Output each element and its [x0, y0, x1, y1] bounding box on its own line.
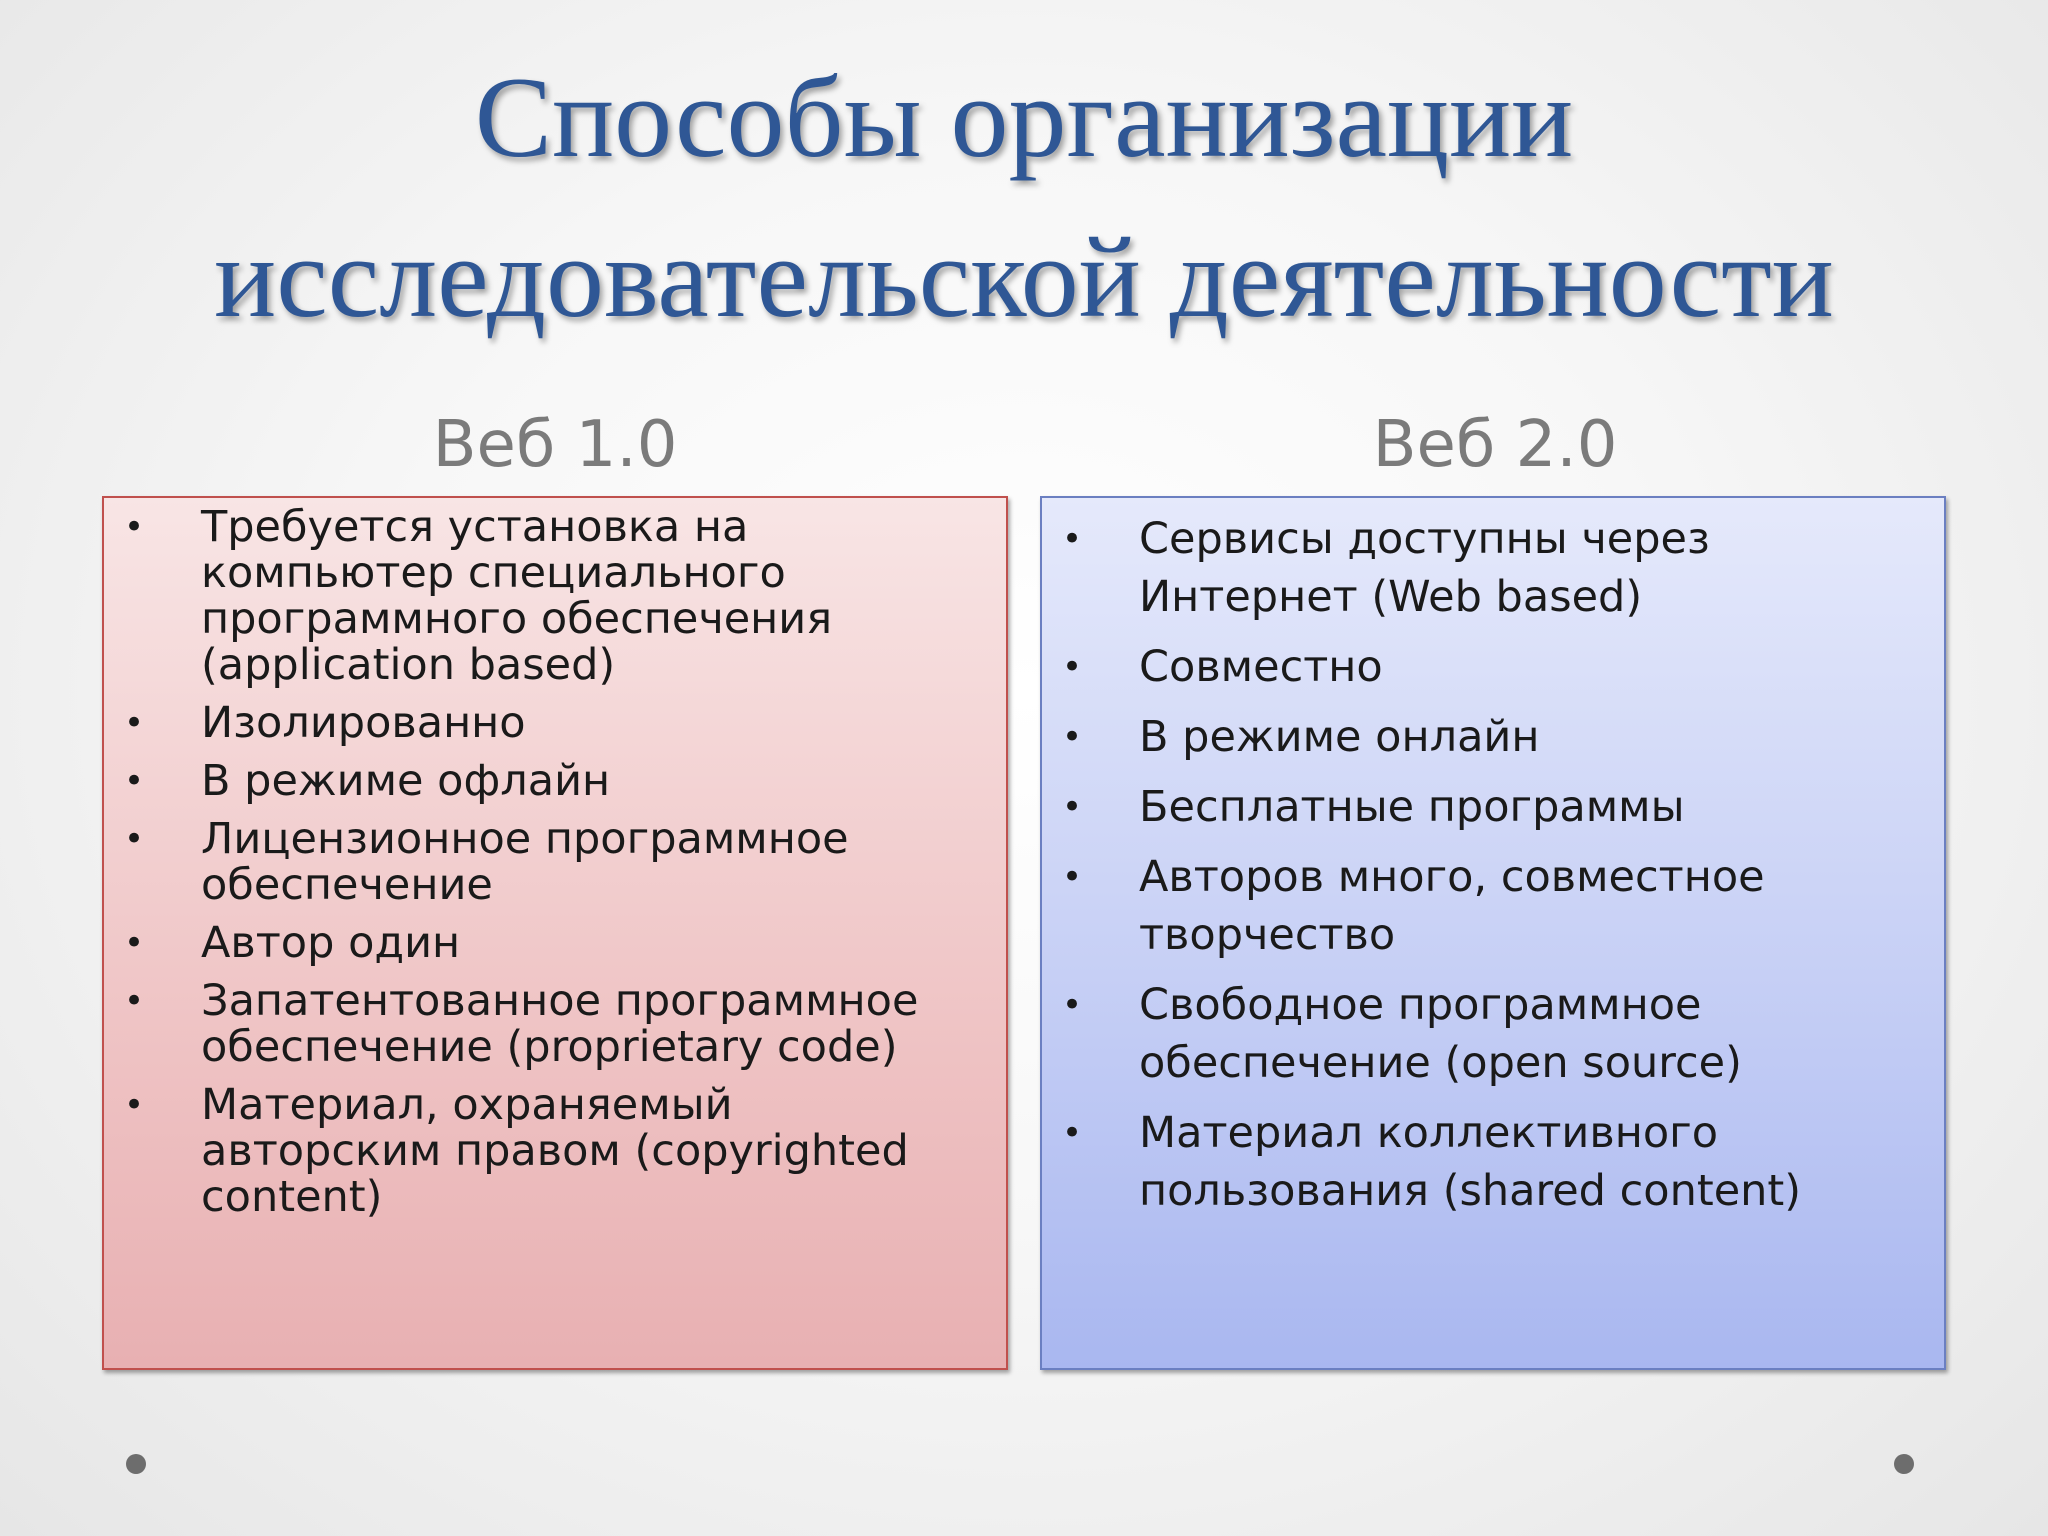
bullet-icon: •	[124, 507, 145, 547]
list-item: • Свободное программное обеспечение (open source)	[1042, 976, 1924, 1092]
bullet-icon: •	[124, 761, 145, 801]
web1-list	[104, 498, 1006, 1220]
list-item: • Изолированно	[124, 698, 526, 748]
list-item: • Материал, охраняемый авторским правом (copyrighted content)	[124, 1080, 909, 1222]
list-item: • Авторов много, совместное творчество	[1042, 848, 1924, 964]
list-item: • Автор один	[124, 918, 461, 968]
bullet-icon: •	[1062, 647, 1083, 687]
list-item: • Совместно	[1042, 638, 1924, 696]
list-item: • Материал коллективного пользования (shared content)	[1042, 1104, 1924, 1220]
web2-list	[1042, 498, 1944, 1220]
bullet-icon: •	[124, 1085, 145, 1125]
list-item: • Сервисы доступны через Интернет (Web based)	[1042, 510, 1924, 626]
bullet-icon: •	[124, 703, 145, 743]
web2-box	[1040, 496, 1946, 1370]
bullet-icon: •	[1062, 1113, 1083, 1153]
bullet-icon: •	[1062, 985, 1083, 1025]
bullet-icon: •	[1062, 519, 1083, 559]
list-item: • Требуется установка на компьютер специального программного обеспечения (application based)	[124, 502, 833, 690]
decorative-dot-icon	[126, 1454, 146, 1474]
bullet-icon: •	[124, 981, 145, 1021]
bullet-icon: •	[124, 819, 145, 859]
web2-heading: Веб 2.0	[1372, 408, 1618, 482]
bullet-icon: •	[124, 923, 145, 963]
slide-title-line-1: Способы организации	[474, 54, 1574, 182]
bullet-icon: •	[1062, 857, 1083, 897]
list-item: • В режиме офлайн	[124, 756, 611, 806]
web1-heading: Веб 1.0	[432, 408, 678, 482]
bullet-icon: •	[1062, 717, 1083, 757]
list-item: • Запатентованное программное обеспечение (proprietary code)	[124, 976, 919, 1072]
list-item: • В режиме онлайн	[1042, 708, 1924, 766]
list-item: • Бесплатные программы	[1042, 778, 1924, 836]
bullet-icon: •	[1062, 787, 1083, 827]
slide-title-line-2: исследовательской деятельности	[214, 214, 1834, 342]
list-item: • Лицензионное программное обеспечение	[124, 814, 849, 910]
slide-title	[100, 38, 1948, 358]
web1-box	[102, 496, 1008, 1370]
decorative-dot-icon	[1894, 1454, 1914, 1474]
